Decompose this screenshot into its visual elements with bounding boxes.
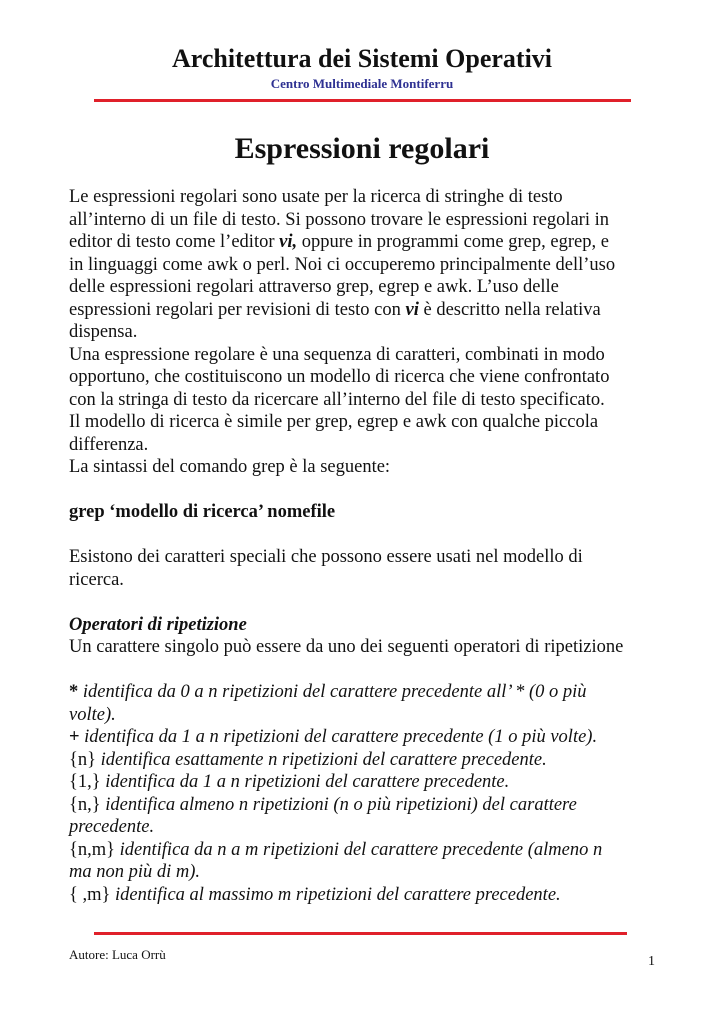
operator-symbol: { ,m} [69,884,111,905]
footer-divider [94,932,627,935]
operator-item: * identifica da 0 a n ripetizioni del carattere precedente all’ * (0 o più [69,682,587,702]
header-divider [94,99,631,102]
operator-item: + identifica da 1 a n ripetizioni del carattere precedente (1 o più volte). [69,727,598,747]
intro-line: dispensa. [69,322,138,342]
para2-line: La sintassi del comando grep è la seguente: [69,457,391,477]
para3-line: ricerca. [69,569,124,590]
header-title: Architettura dei Sistemi Operativi [171,44,553,73]
intro-line: delle espressioni regolari attraverso grep, egrep e awk. L’uso delle [69,277,559,297]
document-title: Espressioni regolari [234,132,490,165]
page-number: 1 [648,954,655,969]
operator-item-cont: volte). [69,704,116,725]
section-intro: Un carattere singolo può essere da uno dei seguenti operatori di ripetizione [69,637,624,657]
operator-symbol: {n,} [69,794,101,815]
para2-line: con la stringa di testo da ricercare all’interno del file di testo specificato. [69,389,605,410]
section-heading: Operatori di ripetizione [69,614,247,635]
operator-item: { ,m} identifica al massimo m ripetizioni del carattere precedente. [69,884,561,905]
operator-symbol: {1,} [69,772,101,792]
para2-line: Il modello di ricerca è simile per grep, egrep e awk con qualche piccola [69,412,599,432]
operator-item: {n,} identifica almeno n ripetizioni (n o più ripetizioni) del carattere [69,794,577,815]
para2-line: differenza. [69,434,149,455]
operator-symbol: + [69,727,80,747]
operator-symbol: {n,m} [69,839,116,860]
para2-line: Una espressione regolare è una sequenza di caratteri, combinati in modo [69,344,605,365]
para3-line: Esistono dei caratteri speciali che possono essere usati nel modello di [69,547,583,567]
operator-item: {n} identifica esattamente n ripetizioni del carattere precedente. [69,749,547,770]
header-subtitle: Centro Multimediale Montiferru [270,76,454,91]
operator-item-cont: ma non più di m). [69,862,201,882]
document-body [69,186,669,906]
operator-item-cont: precedente. [69,817,155,837]
operator-item: {n,m} identifica da n a m ripetizioni del carattere precedente (almeno n [69,839,603,860]
intro-line: espressioni regolari per revisioni di testo con vi è descritto nella relativa [69,299,601,320]
intro-line: in linguaggi come awk o perl. Noi ci occuperemo principalmente dell’uso [69,254,616,275]
para2-line: opportuno, che costituiscono un modello di ricerca che viene confrontato [69,367,610,387]
operator-symbol: * [69,682,79,702]
emphasis-vi: vi, [279,232,298,252]
operator-item: {1,} identifica da 1 a n ripetizioni del carattere precedente. [69,772,510,792]
intro-line: all’interno di un file di testo. Si possono trovare le espressioni regolari in [69,209,609,230]
emphasis-vi: vi [405,299,419,320]
operator-symbol: {n} [69,749,97,770]
grep-syntax: grep ‘modello di ricerca’ nomefile [69,502,336,522]
footer-author: Autore: Luca Orrù [69,947,166,962]
intro-line: editor di testo come l’editor vi, oppure in programmi come grep, egrep, e [69,232,609,252]
intro-line: Le espressioni regolari sono usate per la ricerca di stringhe di testo [69,187,563,207]
operators-list [69,681,669,906]
